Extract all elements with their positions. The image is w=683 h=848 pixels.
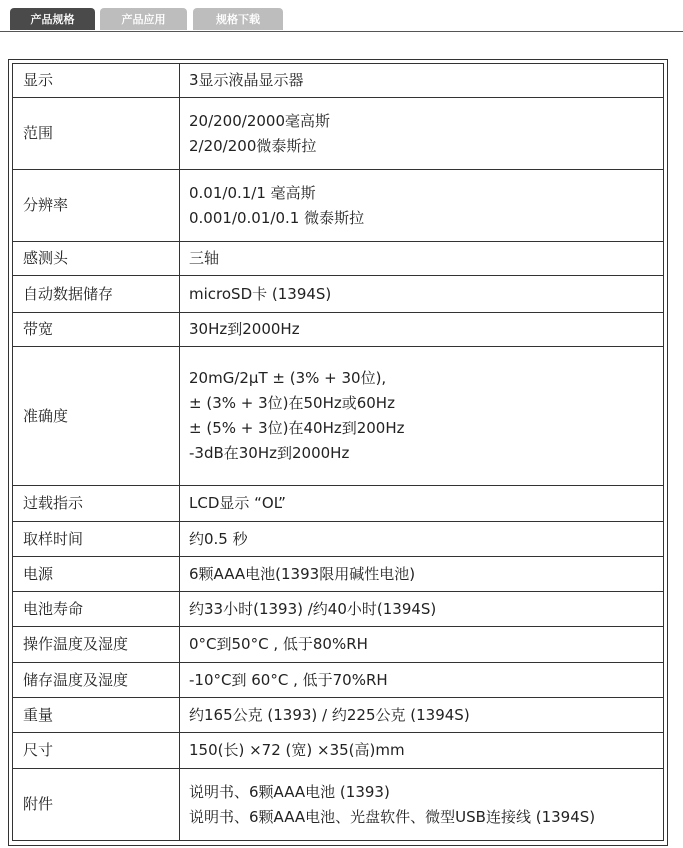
spec-label: 储存温度及湿度	[13, 663, 180, 698]
spec-value	[180, 313, 664, 347]
table-row	[13, 170, 664, 242]
tab-spec-download[interactable]: 规格下载	[193, 8, 283, 30]
spec-label: 准确度	[13, 347, 180, 486]
table-row	[13, 592, 664, 627]
spec-value-line: LCD显示 “OL”	[189, 494, 286, 512]
spec-value	[180, 733, 664, 769]
spec-value-line: 约33小时(1393) /约40小时(1394S)	[189, 599, 437, 618]
spec-value	[180, 663, 664, 698]
spec-value-line: 20mG/2μT ± (3% + 30位),	[189, 369, 387, 387]
spec-value	[180, 627, 664, 663]
spec-value	[180, 769, 664, 841]
spec-label: 操作温度及湿度	[13, 627, 180, 663]
spec-label: 带宽	[13, 313, 180, 347]
spec-value	[180, 276, 664, 313]
table-row	[13, 242, 664, 276]
spec-value-line: 0.01/0.1/1 毫高斯	[189, 183, 316, 202]
table-row	[13, 733, 664, 769]
spec-value	[180, 557, 664, 592]
table-row	[13, 522, 664, 557]
spec-value	[180, 170, 664, 242]
table-row	[13, 698, 664, 733]
spec-value-line: 150(长) ×72 (宽) ×35(高)mm	[189, 741, 405, 759]
spec-label: 附件	[13, 769, 180, 841]
spec-value-line: 0.001/0.01/0.1 微泰斯拉	[189, 208, 365, 227]
spec-value	[180, 98, 664, 170]
table-row	[13, 347, 664, 486]
spec-label: 显示	[13, 64, 180, 98]
spec-label: 范围	[13, 98, 180, 170]
spec-label: 过载指示	[13, 486, 180, 522]
spec-value-line: microSD卡 (1394S)	[189, 284, 332, 303]
spec-table-frame	[8, 59, 668, 846]
spec-value-line: 三轴	[189, 249, 220, 267]
spec-label: 感测头	[13, 242, 180, 276]
spec-table	[12, 63, 664, 841]
spec-value-line: 说明书、6颗AAA电池、光盘软件、微型USB连接线 (1394S)	[189, 807, 596, 826]
table-row	[13, 769, 664, 841]
table-row	[13, 313, 664, 347]
spec-value-line: 约165公克 (1393) / 约225公克 (1394S)	[189, 705, 470, 724]
spec-value-line: 2/20/200微泰斯拉	[189, 136, 317, 155]
spec-value	[180, 522, 664, 557]
spec-value	[180, 242, 664, 276]
spec-label: 重量	[13, 698, 180, 733]
spec-value-line: 约0.5 秒	[189, 529, 248, 548]
tab-bar	[0, 0, 683, 32]
table-row	[13, 486, 664, 522]
spec-value-line: 30Hz到2000Hz	[189, 320, 300, 338]
spec-value	[180, 347, 664, 486]
spec-label: 自动数据储存	[13, 276, 180, 313]
spec-value-line: 3显示液晶显示器	[189, 71, 304, 89]
table-row	[13, 64, 664, 98]
spec-value-line: -10°C到 60°C , 低于70%RH	[189, 670, 388, 689]
table-row	[13, 557, 664, 592]
tab-product-applications[interactable]: 产品应用	[100, 8, 187, 30]
spec-value-line: ± (3% + 3位)在50Hz或60Hz	[189, 394, 395, 412]
spec-label: 电池寿命	[13, 592, 180, 627]
spec-value-line: ± (5% + 3位)在40Hz到200Hz	[189, 419, 405, 437]
spec-value	[180, 486, 664, 522]
table-row	[13, 627, 664, 663]
table-row	[13, 663, 664, 698]
spec-label: 电源	[13, 557, 180, 592]
spec-label: 分辨率	[13, 170, 180, 242]
spec-value	[180, 698, 664, 733]
spec-value-line: 20/200/2000毫高斯	[189, 111, 330, 130]
table-row	[13, 98, 664, 170]
spec-label: 尺寸	[13, 733, 180, 769]
spec-value	[180, 64, 664, 98]
tab-product-specs[interactable]: 产品规格	[10, 8, 95, 30]
spec-value-line: 0°C到50°C , 低于80%RH	[189, 635, 368, 653]
spec-value	[180, 592, 664, 627]
spec-value-line: 说明书、6颗AAA电池 (1393)	[189, 782, 390, 801]
spec-value-line: -3dB在30Hz到2000Hz	[189, 444, 350, 462]
table-row	[13, 276, 664, 313]
spec-label: 取样时间	[13, 522, 180, 557]
spec-value-line: 6颗AAA电池(1393限用碱性电池)	[189, 564, 416, 583]
